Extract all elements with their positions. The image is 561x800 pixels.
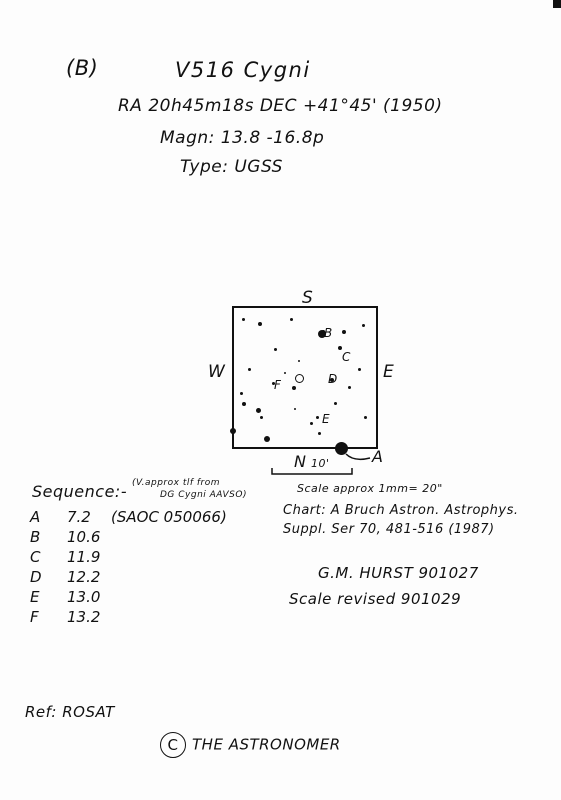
direction-west: W: [208, 362, 225, 382]
magnitude-range: Magn: 13.8 -16.8p: [160, 128, 325, 148]
field-star: [298, 360, 300, 362]
sequence-mag: 11.9: [67, 548, 101, 566]
comparison-star-b-companion: [342, 330, 346, 334]
field-star: [358, 368, 361, 371]
field-star: [334, 402, 337, 405]
sequence-note: (SAOC 050066): [111, 508, 227, 526]
field-star: [256, 408, 261, 413]
field-star: [318, 432, 321, 435]
reference: Ref: ROSAT: [25, 703, 115, 721]
field-star: [364, 416, 367, 419]
sequence-mag: 10.6: [67, 528, 101, 546]
field-star: [274, 348, 277, 351]
field-star: [290, 318, 293, 321]
sequence-row: [30, 608, 100, 626]
chart-label: (B): [66, 56, 99, 80]
coordinates: RA 20h45m18s DEC +41°45' (1950): [118, 96, 443, 116]
author-line: G.M. HURST 901027: [318, 564, 479, 582]
scale-note: Scale approx 1mm= 20": [297, 482, 443, 495]
comparison-star-e: [316, 416, 319, 419]
field-star: [294, 408, 296, 410]
sequence-row: [30, 528, 100, 546]
sequence-star: F: [30, 608, 39, 626]
star-label-e: E: [322, 412, 331, 426]
sequence-row: [30, 568, 100, 586]
field-star: [230, 428, 236, 434]
sequence-mag: 12.2: [67, 568, 101, 586]
field-star: [348, 386, 351, 389]
sequence-note-line2: DG Cygni AAVSO): [160, 490, 247, 500]
direction-south: S: [302, 288, 313, 308]
sequence-note-line1: (V.approx tlf from: [132, 478, 221, 488]
sequence-row: [30, 508, 227, 526]
field-star: [242, 318, 245, 321]
scale-bar: [270, 466, 356, 478]
chart-source-line1: Chart: A Bruch Astron. Astrophys.: [283, 503, 519, 518]
star-label-b: B: [324, 326, 333, 340]
sequence-star: B: [30, 528, 41, 546]
copyright-line: [160, 732, 341, 758]
field-star: [248, 368, 251, 371]
direction-north: N: [294, 452, 307, 471]
chart-source-line2: Suppl. Ser 70, 481-516 (1987): [283, 522, 495, 537]
copyright-icon: C: [160, 732, 186, 758]
sequence-mag: 7.2: [67, 508, 91, 526]
field-star: [310, 422, 313, 425]
field-star: [362, 324, 365, 327]
sequence-star: C: [30, 548, 41, 566]
direction-east: E: [383, 362, 394, 382]
star-label-f: F: [274, 378, 282, 392]
variable-star-marker: [295, 374, 304, 383]
field-star: [240, 392, 243, 395]
field-star: [260, 416, 263, 419]
field-star: [284, 372, 286, 374]
sequence-row: [30, 548, 100, 566]
revised-line: Scale revised 901029: [289, 590, 462, 608]
page-title: V516 Cygni: [175, 58, 311, 82]
copyright-text: THE ASTRONOMER: [192, 735, 341, 754]
field-star: [242, 402, 246, 406]
star-label-c: C: [342, 350, 351, 364]
sequence-row: [30, 588, 100, 606]
star-label-d: D: [328, 372, 338, 386]
corner-mark: [553, 0, 561, 8]
sequence-star: E: [30, 588, 40, 606]
sequence-heading: Sequence:-: [32, 482, 128, 501]
field-star: [264, 436, 270, 442]
star-label-a: A: [372, 447, 384, 466]
sequence-star: A: [30, 508, 41, 526]
field-star: [292, 386, 296, 390]
finder-chart: [232, 306, 378, 449]
sequence-star: D: [30, 568, 42, 586]
variable-type: Type: UGSS: [180, 157, 283, 177]
sequence-mag: 13.0: [67, 588, 101, 606]
field-star: [258, 322, 262, 326]
sequence-mag: 13.2: [67, 608, 101, 626]
scale-bar-label: 10': [311, 457, 330, 470]
